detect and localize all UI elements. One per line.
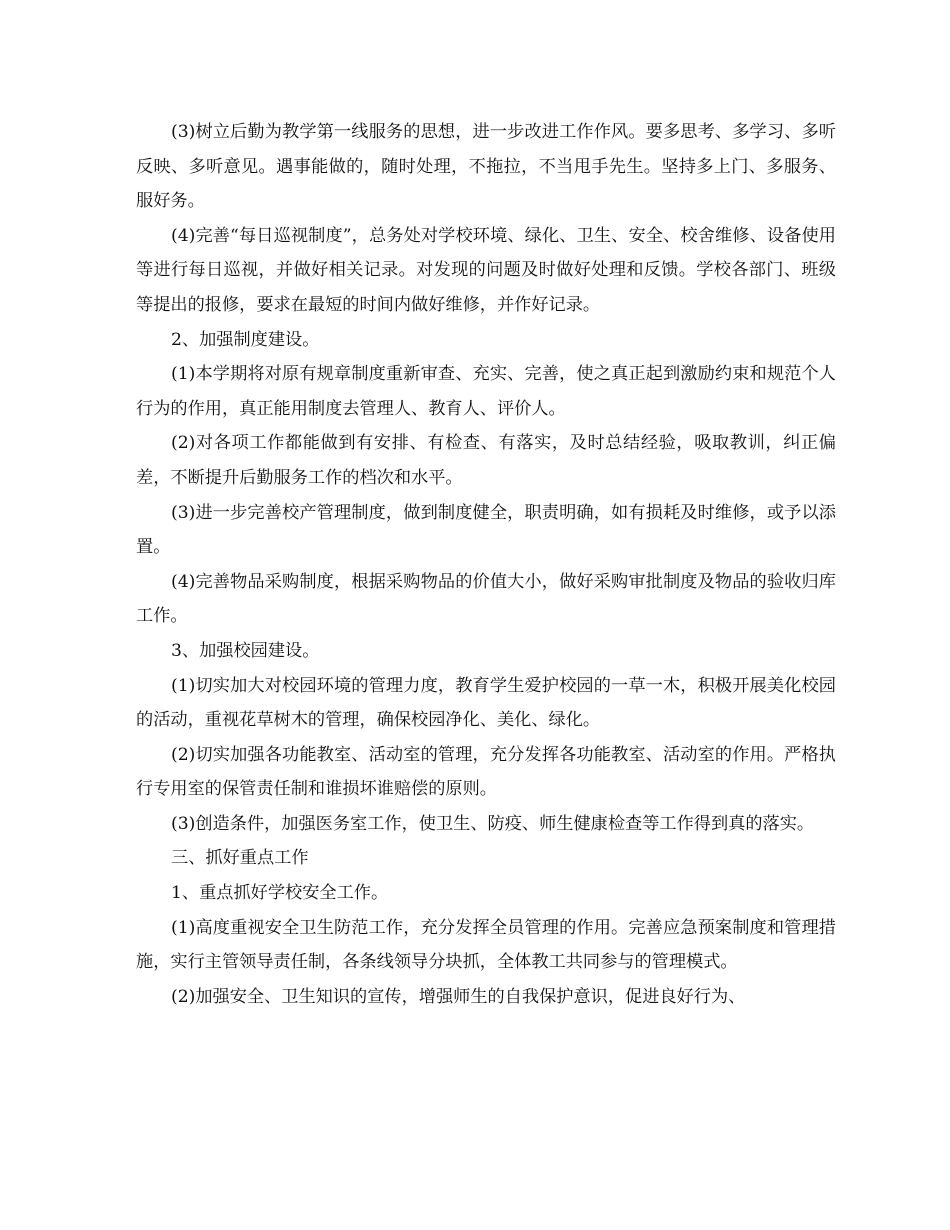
paragraph: (3)创造条件，加强医务室工作，使卫生、防疫、师生健康检查等工作得到真的落实。 <box>171 813 815 834</box>
paragraph: (2)加强安全、卫生知识的宣传，增强师生的自我保护意识，促进良好行为、 <box>171 986 746 1007</box>
paragraph: (4)完善物品采购制度，根据采购物品的价值大小，做好采购审批制度及物品的验收归库工作。 <box>136 571 836 627</box>
document-body <box>136 115 836 1014</box>
paragraph: (4)完善“每日巡视制度”，总务处对学校环境、绿化、卫生、安全、校舍维修、设备使用等进行每日巡视，并做好相关记录。对发现的问题及时做好处理和反馈。学校各部门、班级等提出的报修，要求在最短的时间内做好维修，并作好记录。 <box>136 225 836 315</box>
paragraph: (1)本学期将对原有规章制度重新审查、充实、完善，使之真正起到激励约束和规范个人行为的作用，真正能用制度去管理人、教育人、评价人。 <box>136 364 836 419</box>
paragraph: (2)切实加强各功能教室、活动室的管理，充分发挥各功能教室、活动室的作用。严格执行专用室的保管责任制和谁损坏谁赔偿的原则。 <box>136 744 836 800</box>
section-heading: 1、重点抓好学校安全工作。 <box>171 883 389 904</box>
section-heading: 2、加强制度建设。 <box>171 329 320 350</box>
paragraph: (1)高度重视安全卫生防范工作，充分发挥全员管理的作用。完善应急预案制度和管理措施，实行主管领导责任制，各条线领导分块抓，全体教工共同参与的管理模式。 <box>136 917 836 973</box>
paragraph: (3)进一步完善校产管理制度，做到制度健全，职责明确，如有损耗及时维修，或予以添置。 <box>136 502 836 558</box>
paragraph: (2)对各项工作都能做到有安排、有检查、有落实，及时总结经验，吸取教训，纠正偏差，不断提升后勤服务工作的档次和水平。 <box>136 433 836 488</box>
section-heading: 三、抓好重点工作 <box>171 848 309 869</box>
section-heading: 3、加强校园建设。 <box>171 640 320 661</box>
paragraph: (1)切实加大对校园环境的管理力度，教育学生爱护校园的一草一木，积极开展美化校园的活动，重视花草树木的管理，确保校园净化、美化、绿化。 <box>136 675 836 731</box>
paragraph: (3)树立后勤为教学第一线服务的思想，进一步改进工作作风。要多思考、多学习、多听反映、多听意见。遇事能做的，随时处理，不拖拉，不当甩手先生。坚持多上门、多服务、服好务。 <box>136 122 836 212</box>
